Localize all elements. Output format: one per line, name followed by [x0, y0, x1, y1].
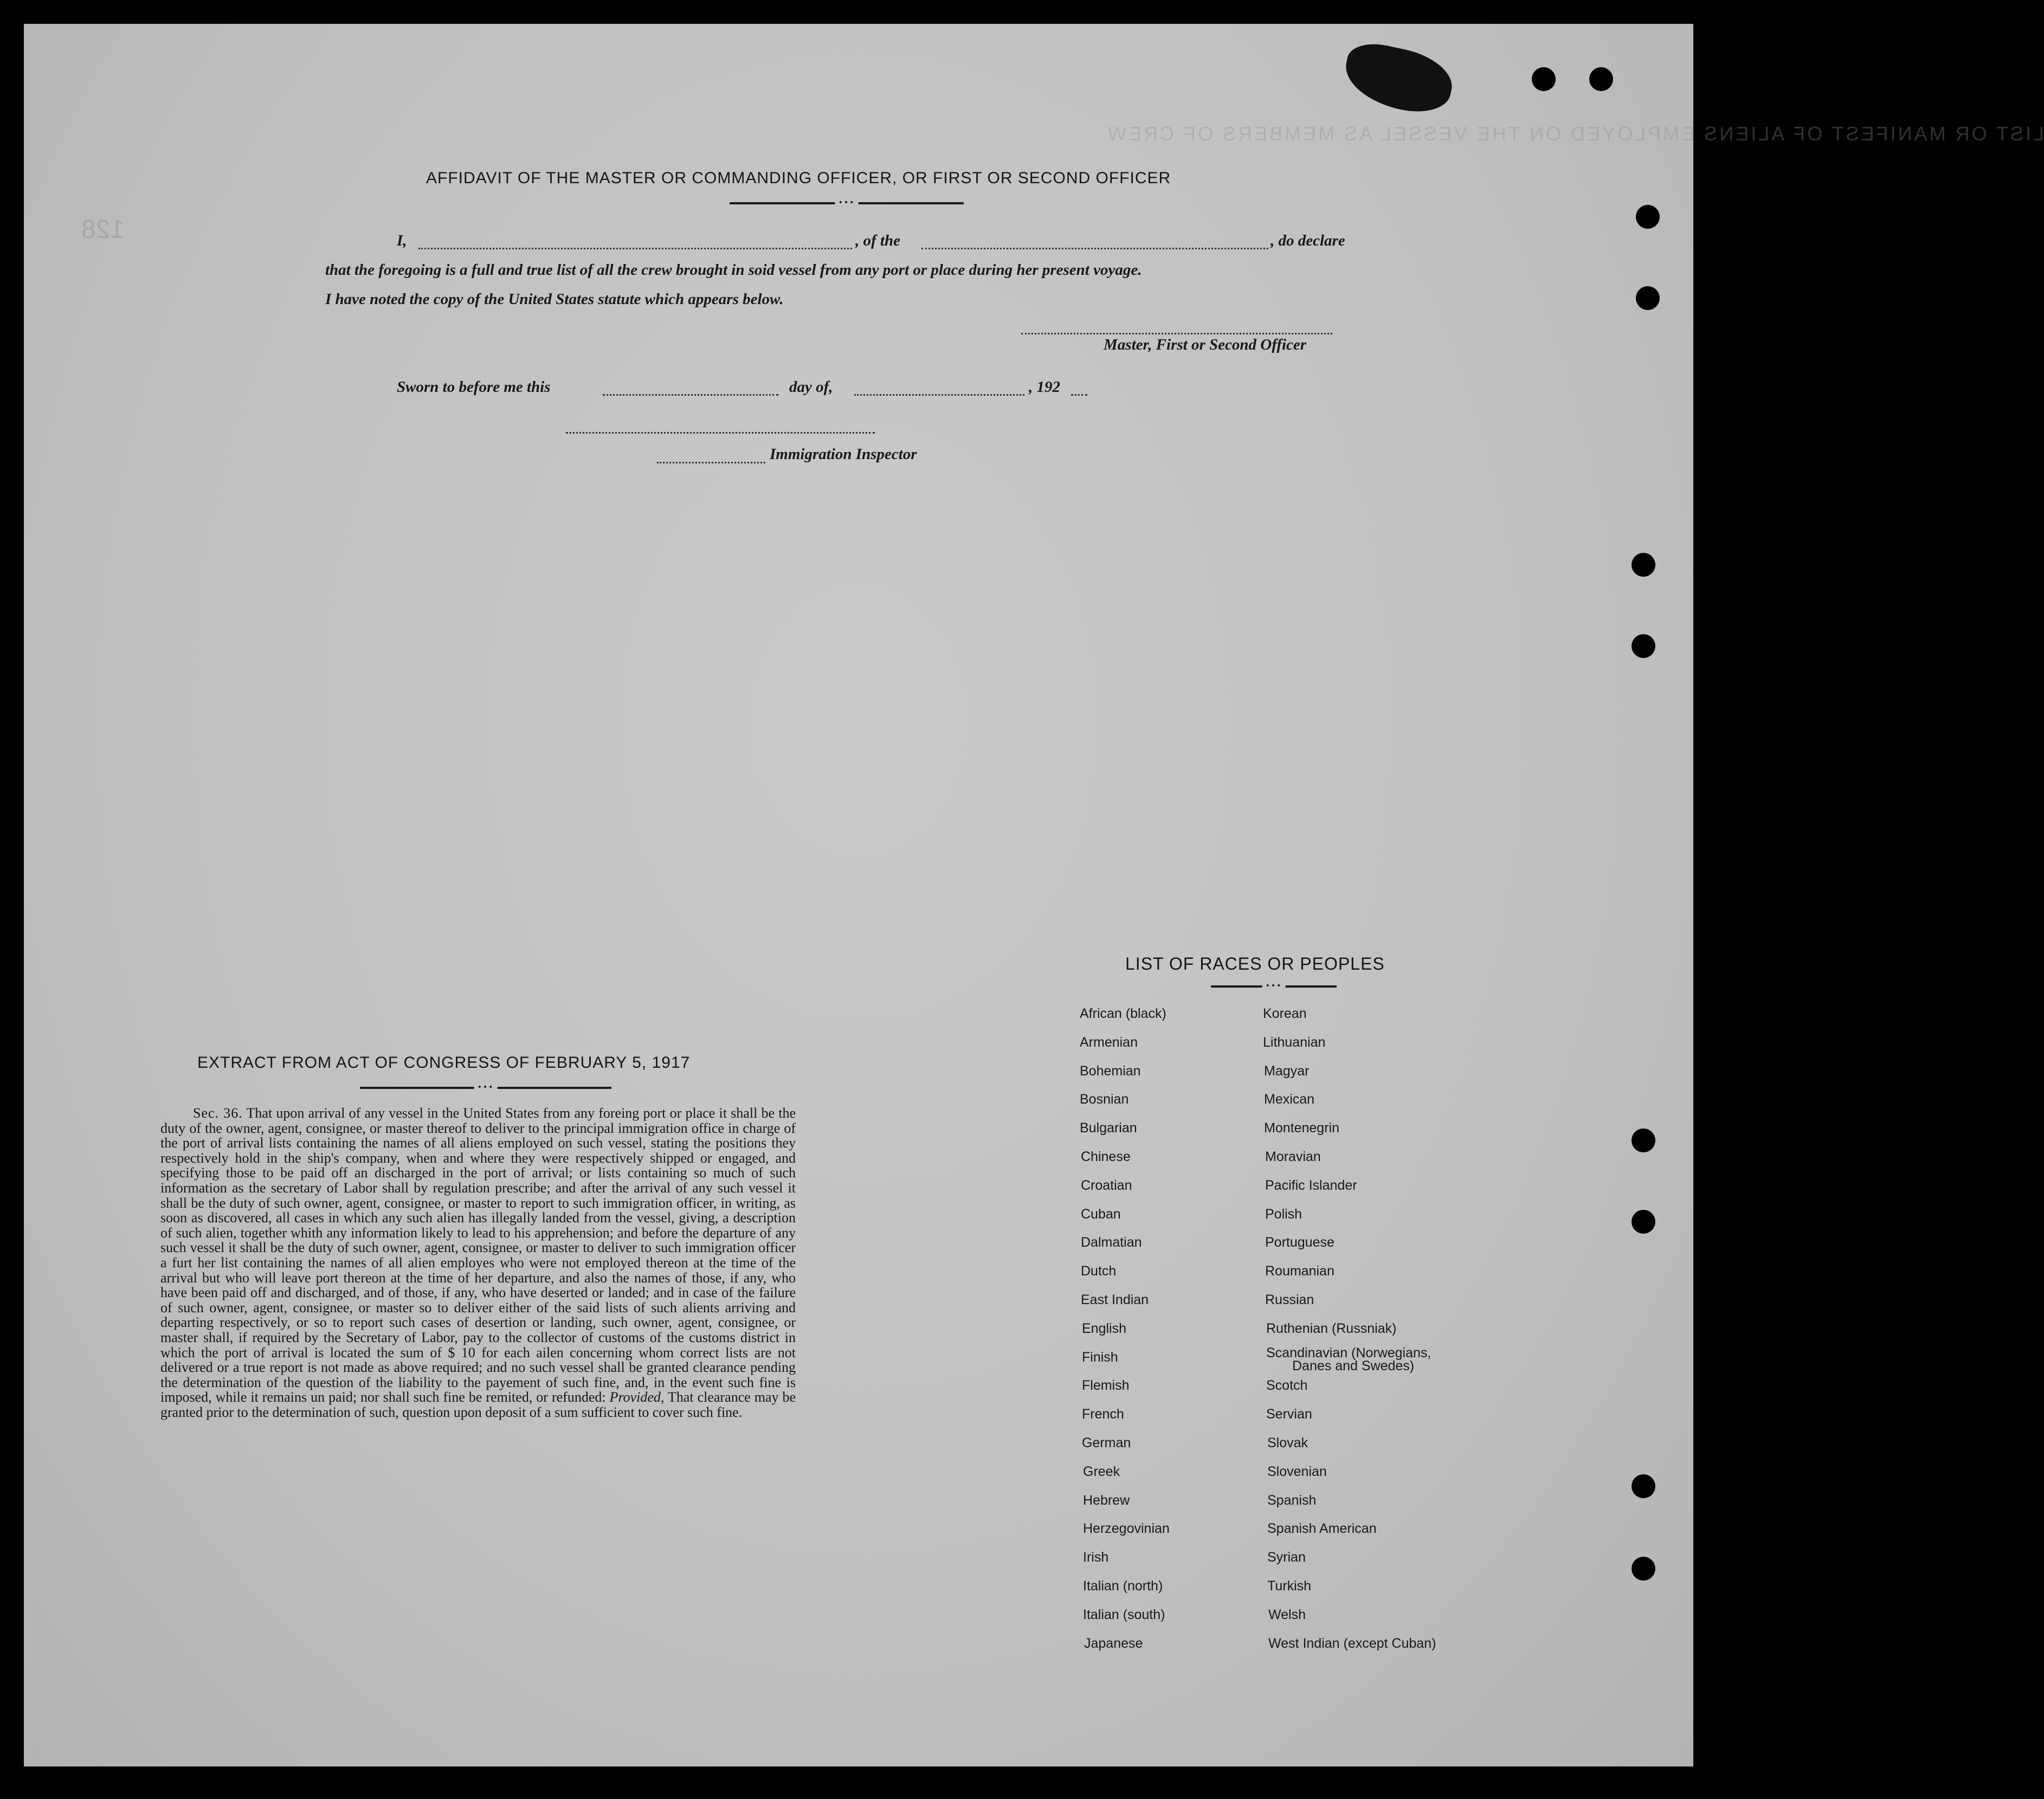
sworn-month-line[interactable]	[854, 394, 1024, 396]
inspector-name-line[interactable]	[657, 462, 765, 463]
race-col1-item: German	[1082, 1435, 1131, 1450]
section-text-part1: That upon arrival of any vessel in the United States from any foreing port or place it shall be the duty of the owner, agent, consignee, or master thereof to deliver to the principal immigration office in charge of the port of arrival lists containing the names of all aliens employed on such vessel, stating the positions they respectively hold in the ship's company, when and where they were respectively shipped or engaged, and specifying those to be paid off an discharged in the port of arrival; or lists containing so much of such information as the secretary of Labor shall by regulation prescribe; and after the arrival of any such vessel it shall be the duty of such owner, agent, consignee, or master to report to such immigration officer, in writing, as soon as discovered, all cases in which any such alien has illegally landed from the vessel, giving, a description of such alien, together whith any information likely to lead to his apprehension; and before the departure of any such vessel it shall be the duty of such owner, agent, consignee, or master to deliver to such immigration officer a furt her list containing the names of all alien employes who were not employed thereon at the time of the arrival but who will leave port thereon at the time of her departure, and also the names of those, if any, who have been paid off and discharged, and of those, if any, who have deserted or landed; and in case of the failure of such owner, agent, consignee, or master so to deliver either of the said lists of such alients arriving and departing respectively, or so to report such cases of desertion or landing, such owner, agent, consignee, or master shall, if required by the Secretary of Labor, pay to the collector of customs of the customs district in which the port of arrival is located the sum of $ 10 for each ailen concerning whom correct lists are not delivered or a true report is not made as above required; and no such vessel shall be granted clearance pending the determination of the question of the liability to the payement of such fine, and, in the event such fine is imposed, while it remains un paid; nor shall such fine be remited, or refunded:	[160, 1105, 796, 1405]
year-digit-line[interactable]	[1071, 394, 1087, 396]
inspector-label: Immigration Inspector	[770, 446, 917, 463]
act-section-36-text	[160, 1106, 796, 1420]
provided-clause: Provided,	[609, 1389, 665, 1405]
race-col1-item: French	[1082, 1407, 1124, 1422]
race-col1-item: African (black)	[1080, 1006, 1166, 1021]
act-title-ornament: •••	[360, 1087, 611, 1089]
sworn-label: Sworn to before me this	[397, 378, 551, 396]
race-col2-item	[1266, 1346, 1431, 1372]
race-col2-item: Scotch	[1266, 1378, 1308, 1393]
race-col2-item: Spanish	[1267, 1493, 1317, 1508]
race-col1-item: Japanese	[1084, 1636, 1143, 1651]
affidavit-statute-note: I have noted the copy of the United States statute which appears below.	[325, 291, 784, 308]
race-col2-item: Spanish American	[1267, 1521, 1377, 1536]
binder-hole	[1632, 553, 1655, 577]
races-title-ornament: •••	[1211, 985, 1337, 988]
race-col1-item: East Indian	[1081, 1292, 1149, 1307]
race-col1-item: Greek	[1083, 1464, 1120, 1479]
affidavit-statement: that the foregoing is a full and true list of all the crew brought in soid vessel from any port or place during her present voyage.	[325, 261, 1142, 279]
affidavit-of-the-label: , of the	[855, 232, 900, 249]
day-of-label: day of,	[789, 378, 833, 396]
year-label: , 192	[1029, 378, 1060, 396]
officer-signature-label: Master, First or Second Officer	[1104, 336, 1307, 353]
race-col2-item: Welsh	[1268, 1607, 1306, 1622]
binder-hole	[1532, 67, 1556, 91]
binder-hole	[1632, 1210, 1655, 1234]
binder-hole	[1632, 1129, 1655, 1152]
race-col1-item: Dalmatian	[1081, 1235, 1142, 1250]
race-col2-item: Roumanian	[1265, 1263, 1334, 1279]
race-col1-item: Flemish	[1082, 1378, 1130, 1393]
race-col2-item: Russian	[1265, 1292, 1314, 1307]
race-col2-item: Slovak	[1267, 1435, 1308, 1450]
race-col2-item: West Indian (except Cuban)	[1268, 1636, 1436, 1651]
race-col2-item: Moravian	[1265, 1149, 1321, 1164]
race-col2-item: Servian	[1266, 1407, 1312, 1422]
manifest-page	[24, 24, 1693, 1766]
race-col2-item: Ruthenian (Russniak)	[1266, 1321, 1397, 1336]
race-col1-item: Irish	[1083, 1550, 1109, 1565]
race-col1-item: Herzegovinian	[1083, 1521, 1170, 1536]
race-col2-item: Syrian	[1267, 1550, 1306, 1565]
race-col1-item: Bosnian	[1080, 1092, 1129, 1107]
race-col2-item: Turkish	[1267, 1578, 1312, 1594]
bleed-through-page-number: 128	[81, 215, 125, 244]
section-text-part2: That clearance may be granted prior to the determination of such, question upon deposit of a sum sufficient to cover such fine.	[160, 1389, 796, 1420]
race-col1-item: Armenian	[1080, 1035, 1138, 1050]
binder-hole	[1632, 1474, 1655, 1498]
race-col1-item: Bulgarian	[1080, 1120, 1137, 1136]
race-col1-item: Dutch	[1081, 1263, 1117, 1279]
binder-hole	[1636, 286, 1660, 310]
binder-hole	[1632, 1557, 1655, 1581]
officer-signature-line[interactable]	[1021, 333, 1332, 334]
vessel-name-line[interactable]	[921, 248, 1268, 249]
section-label: Sec. 36.	[193, 1105, 243, 1121]
races-title: LIST OF RACES OR PEOPLES	[1125, 954, 1385, 973]
race-col1-item: English	[1082, 1321, 1126, 1336]
race-col1-item: Croatian	[1081, 1178, 1132, 1193]
race-col2-item: Montenegrin	[1264, 1120, 1339, 1136]
race-col2-item: Slovenian	[1267, 1464, 1327, 1479]
officer-name-line[interactable]	[418, 248, 852, 249]
act-title: EXTRACT FROM ACT OF CONGRESS OF FEBRUARY 5, 1917	[197, 1054, 691, 1072]
race-col2-item: Mexican	[1264, 1092, 1315, 1107]
race-col2-item: Pacific Islander	[1265, 1178, 1357, 1193]
race-col2-item: Lithuanian	[1263, 1035, 1326, 1050]
race-col1-item: Finish	[1082, 1350, 1118, 1365]
affidavit-declare-label: , do declare	[1271, 232, 1345, 249]
race-col1-item: Bohemian	[1080, 1063, 1141, 1079]
race-col1-item: Italian (south)	[1083, 1607, 1165, 1622]
title-ornament: •••	[730, 202, 964, 204]
sworn-day-line[interactable]	[603, 394, 778, 396]
race-col2-item-continuation: Danes and Swedes)	[1292, 1358, 1415, 1374]
race-col1-item: Chinese	[1081, 1149, 1131, 1164]
affidavit-i-label: I,	[397, 232, 407, 249]
binder-hole	[1589, 67, 1613, 91]
race-col2-item: Portuguese	[1265, 1235, 1334, 1250]
race-col2-item-text: Scandinavian (Norwegians,	[1266, 1345, 1432, 1360]
race-col1-item: Italian (north)	[1083, 1578, 1163, 1594]
race-col1-item: Cuban	[1081, 1207, 1121, 1222]
binder-hole	[1632, 634, 1655, 658]
race-col2-item: Polish	[1265, 1207, 1303, 1222]
race-col1-item: Hebrew	[1083, 1493, 1130, 1508]
binder-hole	[1636, 205, 1660, 229]
race-col2-item: Magyar	[1264, 1063, 1310, 1079]
race-col2-item: Korean	[1263, 1006, 1307, 1021]
bleed-through-header: LIST OR MANIFEST OF ALIENS EMPLOYED ON THE VESSEL AS MEMBERS OF CREW	[1106, 122, 2044, 145]
inspector-signature-line[interactable]	[566, 432, 875, 434]
affidavit-title: AFFIDAVIT OF THE MASTER OR COMMANDING OFFICER, OR FIRST OR SECOND OFFICER	[426, 169, 1171, 187]
